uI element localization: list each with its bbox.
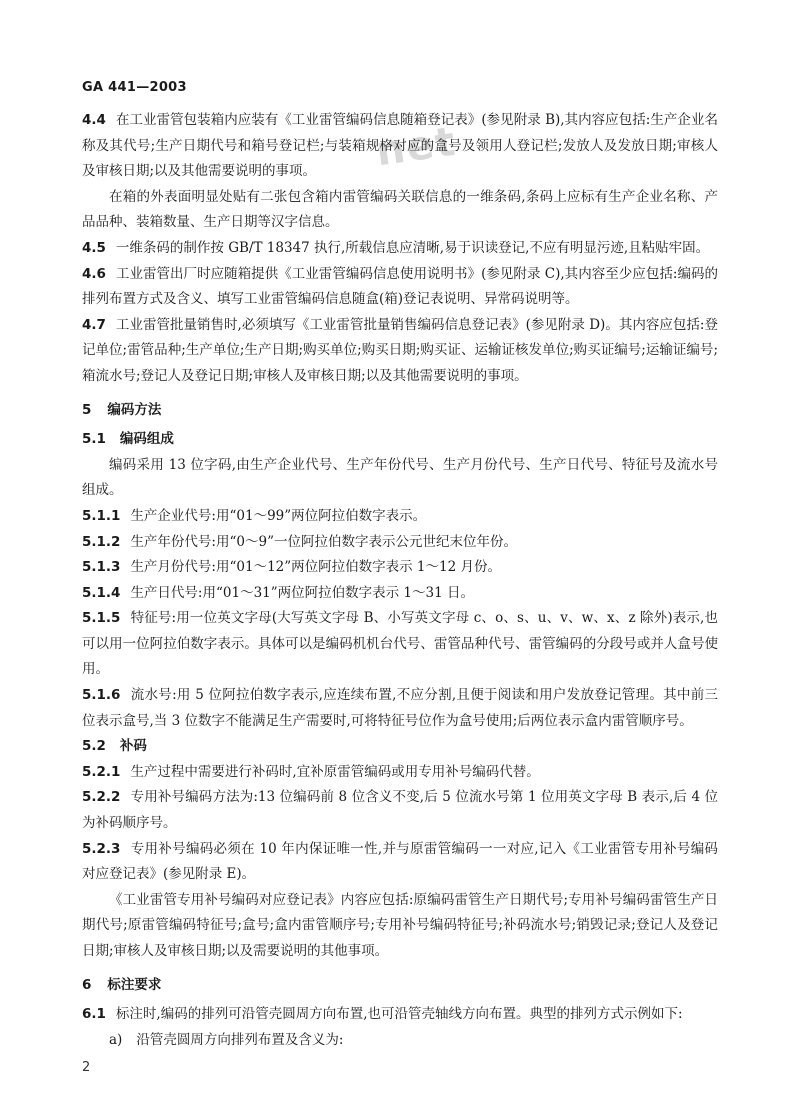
subsection-title: 编码组成 bbox=[119, 431, 174, 448]
standard-code-header: GA 441—2003 bbox=[82, 80, 187, 95]
watermark: net bbox=[373, 118, 460, 176]
clause bbox=[82, 606, 718, 683]
clause-number: 5.2.3 bbox=[82, 840, 121, 857]
clause-text: 生产日代号:用“01～31”两位阿拉伯数字表示 1～31 日。 bbox=[130, 584, 474, 601]
subsection-heading bbox=[82, 427, 718, 453]
clause bbox=[82, 760, 718, 786]
clause-text: 专用补号编码方法为:13 位编码前 8 位含义不变,后 5 位流水号第 1 位用英文字母 B 表示,后 4 位为补码顺序号。 bbox=[82, 789, 718, 832]
clause-text: 工业雷管出厂时应随箱提供《工业雷管编码信息使用说明书》(参见附录 C),其内容至少应包括:编码的排列布置方式及含义、填写工业雷管编码信息随盒(箱)登记表说明、异常码说明等。 bbox=[82, 265, 718, 308]
clause bbox=[82, 581, 718, 607]
list-item-text: 沿管壳圆周方向排列布置及含义为: bbox=[136, 1031, 344, 1048]
section-number: 5 bbox=[82, 401, 92, 418]
clause-text: 工业雷管批量销售时,必须填写《工业雷管批量销售编码信息登记表》(参见附录 D)。其内容应包括:登记单位;雷管品种;生产单位;生产日期;购买单位;购买日期;购买证、运输证核发单位;购买证编号;运输证编号;箱流水号;登记人及登记日期;审核人及审核日期;以及其他需要说明的事项。 bbox=[82, 316, 718, 384]
clause bbox=[82, 1002, 718, 1028]
section-number: 6 bbox=[82, 976, 92, 993]
subsection-heading bbox=[82, 734, 718, 760]
clause bbox=[82, 108, 718, 185]
clause-number: 5.1.2 bbox=[82, 533, 121, 550]
subsection-title: 补码 bbox=[119, 738, 147, 755]
section-title: 编码方法 bbox=[107, 401, 162, 418]
clause bbox=[82, 555, 718, 581]
clause bbox=[82, 262, 718, 313]
section-heading bbox=[82, 398, 718, 424]
clause bbox=[82, 683, 718, 734]
clause-text: 在工业雷管包装箱内应装有《工业雷管编码信息随箱登记表》(参见附录 B),其内容应包括:生产企业名称及其代号;生产日期代号和箱号登记栏;与装箱规格对应的盒号及领用人登记栏;发放人及发放日期;审核人及审核日期;以及其他需要说明的事项。 bbox=[82, 112, 718, 180]
clause-number: 5.1.4 bbox=[82, 584, 121, 601]
clause bbox=[82, 504, 718, 530]
clause bbox=[82, 236, 718, 262]
clause bbox=[82, 837, 718, 888]
subsection-number: 5.1 bbox=[82, 431, 106, 448]
section-title: 标注要求 bbox=[107, 976, 162, 993]
subsection-number: 5.2 bbox=[82, 738, 106, 755]
clause-number: 6.1 bbox=[82, 1006, 106, 1023]
section-heading bbox=[82, 973, 718, 999]
paragraph: 在箱的外表面明显处贴有二张包含箱内雷管编码关联信息的一维条码,条码上应标有生产企业名称、产品品种、装箱数量、生产日期等汉字信息。 bbox=[82, 188, 718, 231]
clause-number: 5.1.5 bbox=[82, 610, 121, 627]
clause-text: 生产企业代号:用“01～99”两位阿拉伯数字表示。 bbox=[130, 507, 427, 524]
paragraph: 《工业雷管专用补号编码对应登记表》内容应包括:原编码雷管生产日期代号;专用补号编码雷管生产日期代号;原雷管编码特征号;盒号;盒内雷管顺序号;专用补号编码特征号;补码流水号;销毁记录;登记人及登记日期;审核人及审核日期;以及需要说明的其他事项。 bbox=[82, 891, 718, 959]
clause-text: 一维条码的制作按 GB/T 18347 执行,所载信息应清晰,易于识读登记,不应有明显污迹,且粘贴牢固。 bbox=[115, 239, 710, 256]
paragraph: 编码采用 13 位字码,由生产企业代号、生产年份代号、生产月份代号、生产日代号、特征号及流水号组成。 bbox=[82, 456, 718, 499]
clause-text: 生产月份代号:用“01～12”两位阿拉伯数字表示 1～12 月份。 bbox=[130, 559, 501, 576]
list-marker: a) bbox=[109, 1031, 123, 1048]
clause-number: 5.2.1 bbox=[82, 763, 121, 780]
clause-text: 专用补号编码必须在 10 年内保证唯一性,并与原雷管编码一一对应,记入《工业雷管专用补号编码对应登记表》(参见附录 E)。 bbox=[82, 840, 718, 883]
clause-text: 生产过程中需要进行补码时,宜补原雷管编码或用专用补号编码代替。 bbox=[130, 763, 540, 780]
clause bbox=[82, 313, 718, 390]
clause-number: 4.7 bbox=[82, 316, 106, 333]
clause-number: 5.1.1 bbox=[82, 507, 121, 524]
list-item bbox=[82, 1028, 718, 1054]
clause-number: 5.2.2 bbox=[82, 789, 121, 806]
clause-text: 生产年份代号:用“0～9”一位阿拉伯数字表示公元世纪末位年份。 bbox=[130, 533, 517, 550]
clause-number: 4.4 bbox=[82, 112, 106, 128]
document-body bbox=[82, 108, 718, 1053]
clause-number: 4.5 bbox=[82, 239, 106, 256]
clause-number: 4.6 bbox=[82, 265, 106, 282]
clause-text: 标注时,编码的排列可沿管壳圆周方向布置,也可沿管壳轴线方向布置。典型的排列方式示例如下: bbox=[115, 1006, 683, 1023]
clause-number: 5.1.3 bbox=[82, 559, 121, 576]
clause bbox=[82, 530, 718, 556]
page-number: 2 bbox=[82, 1060, 91, 1075]
clause-text: 流水号:用 5 位阿拉伯数字表示,应连续布置,不应分割,且便于阅读和用户发放登记管理。其中前三位表示盒号,当 3 位数字不能满足生产需要时,可将特征号位作为盒号使用;后两位表示盒内雷管顺序号。 bbox=[82, 687, 718, 729]
clause-text: 特征号:用一位英文字母(大写英文字母 B、小写英文字母 c、o、s、u、v、w、x、z 除外)表示,也可以用一位阿拉伯数字表示。具体可以是编码机机台代号、雷管品种代号、雷管编码的分段号或并人盒号使用。 bbox=[82, 610, 718, 678]
clause bbox=[82, 785, 718, 836]
clause-number: 5.1.6 bbox=[82, 687, 121, 704]
